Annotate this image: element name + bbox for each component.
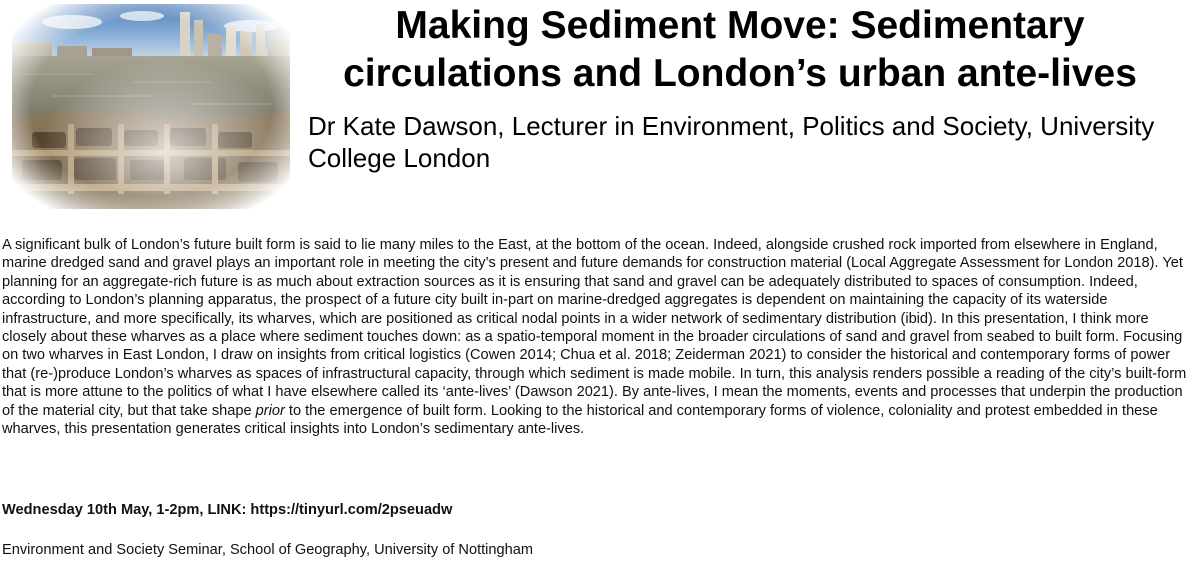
event-details: Wednesday 10th May, 1-2pm, LINK: https://tinyurl.com/2pseuadw [2, 502, 453, 518]
abstract-paragraph [2, 236, 1192, 438]
seminar-footer: Environment and Society Seminar, School of Geography, University of Nottingham [2, 542, 534, 558]
abstract-italic-word: prior [255, 402, 285, 419]
river-sediment-photo [12, 4, 290, 209]
sun-glare [12, 4, 290, 209]
talk-title: Making Sediment Move: Sedimentary circulations and London’s urban ante-lives [343, 4, 1137, 95]
abstract-text-end: to the emergence of built form. Looking to the historical and contemporary forms of violence, coloniality and protest embedded in these wharves, this presentation generates critical insights into London’s sedimentary ante-lives. [2, 402, 1158, 438]
abstract-text-start: A significant bulk of London’s future built form is said to lie many miles to the East, at the bottom of the ocean. Indeed, alongside crushed rock imported from elsewhere in England, marine dredged sand and gravel plays an important role in meeting the city’s present and future demands for construction material (Local Aggregate Assessment for London 2018). Yet planning for an aggregate-rich future is as much about extraction sources as it is ensuring that sand and gravel can be adequately distributed to spaces of consumption. Indeed, according to London’s planning apparatus, the prospect of a future city built in-part on marine-dredged aggregates is dependent on maintaining the capacity of its waterside infrastructure, and more specifically, its wharves, which are positioned as critical nodal points in a wider network of sedimentary distribution (ibid). In this presentation, I think more closely about these wharves as a place where sediment touches down: as a spatio-temporal moment in the broader circulations of sand and gravel from seabed to built form. Focusing on two wharves in East London, I draw on insights from critical logistics (Cowen 2014; Chua et al. 2018; Zeiderman 2021) to consider the historical and contemporary forms of power that (re-)produce London’s wharves as spaces of infrastructural capacity, through which sediment is made mobile. In turn, this analysis renders possible a reading of the city’s built-form that is more attune to the politics of what I have elsewhere called its ‘ante-lives’ (Dawson 2021). By ante-lives, I mean the moments, events and processes that underpin the production of the material city, but that take shape [2, 237, 1187, 419]
speaker-line: Dr Kate Dawson, Lecturer in Environment, Politics and Society, University College London [308, 111, 1155, 173]
river-sediment-illustration [12, 4, 290, 209]
